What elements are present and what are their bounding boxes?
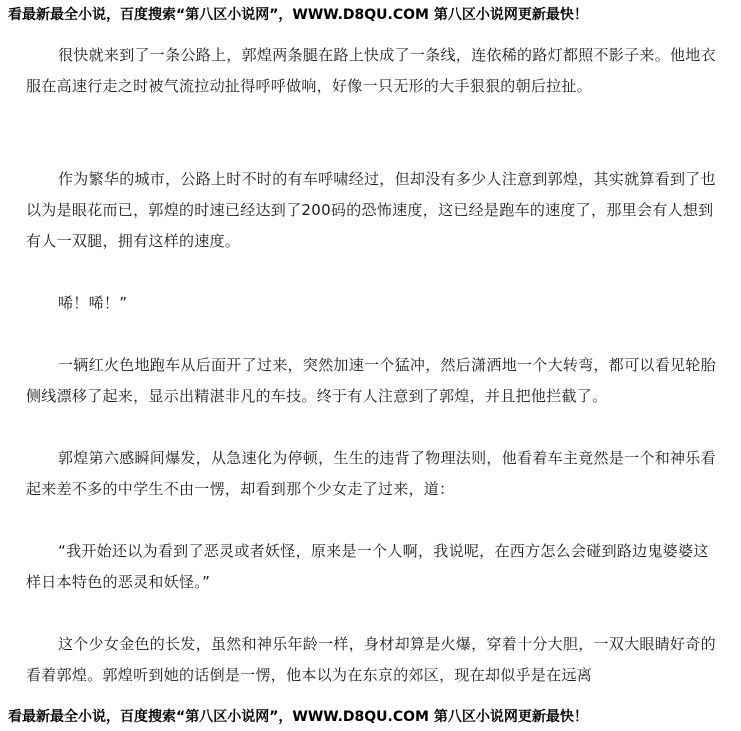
paragraph: 很快就来到了一条公路上，郭煌两条腿在路上快成了一条线，连依稀的路灯都照不影子来。他地衣服在高速行走之时被气流拉动扯得呼呼做响，好像一只无形的大手狠狠的朝后拉扯。 — [26, 46, 716, 95]
paragraph: 作为繁华的城市，公路上时不时的有车呼啸经过，但却没有多少人注意到郭煌，其实就算看到了也以为是眼花而已，郭煌的时速已经达到了200码的恐怖速度，这已经是跑车的速度了，那里会有人想到有人一双腿，拥有这样的速度。 — [26, 170, 716, 250]
chapter-body — [26, 40, 716, 691]
paragraph: 唏！唏！” — [58, 294, 128, 312]
paragraph: “我开始还以为看到了恶灵或者妖怪，原来是一个人啊，我说呢，在西方怎么会碰到路边鬼婆婆这样日本特色的恶灵和妖怪。” — [26, 542, 709, 591]
paragraph: 郭煌第六感瞬间爆发，从急速化为停顿，生生的违背了物理法则，他看着车主竟然是一个和神乐看起来差不多的中学生不由一愣，却看到那个少女走了过来，道： — [26, 449, 716, 498]
promo-banner-top: 看最新最全小说，百度搜索“第八区小说网”，WWW.D8QU.COM 第八区小说网更新最快！ — [8, 7, 588, 23]
paragraph: 这个少女金色的长发，虽然和神乐年龄一样，身材却算是火爆，穿着十分大胆，一双大眼睛好奇的看着郭煌。郭煌听到她的话倒是一愣，他本以为在东京的郊区，现在却似乎是在远离 — [26, 635, 716, 684]
paragraph: 一辆红火色地跑车从后面开了过来，突然加速一个猛冲，然后潇洒地一个大转弯，都可以看见轮胎侧线漂移了起来，显示出精湛非凡的车技。终于有人注意到了郭煌，并且把他拦截了。 — [26, 356, 716, 405]
promo-banner-bottom: 看最新最全小说，百度搜索“第八区小说网”，WWW.D8QU.COM 第八区小说网更新最快！ — [8, 709, 588, 725]
